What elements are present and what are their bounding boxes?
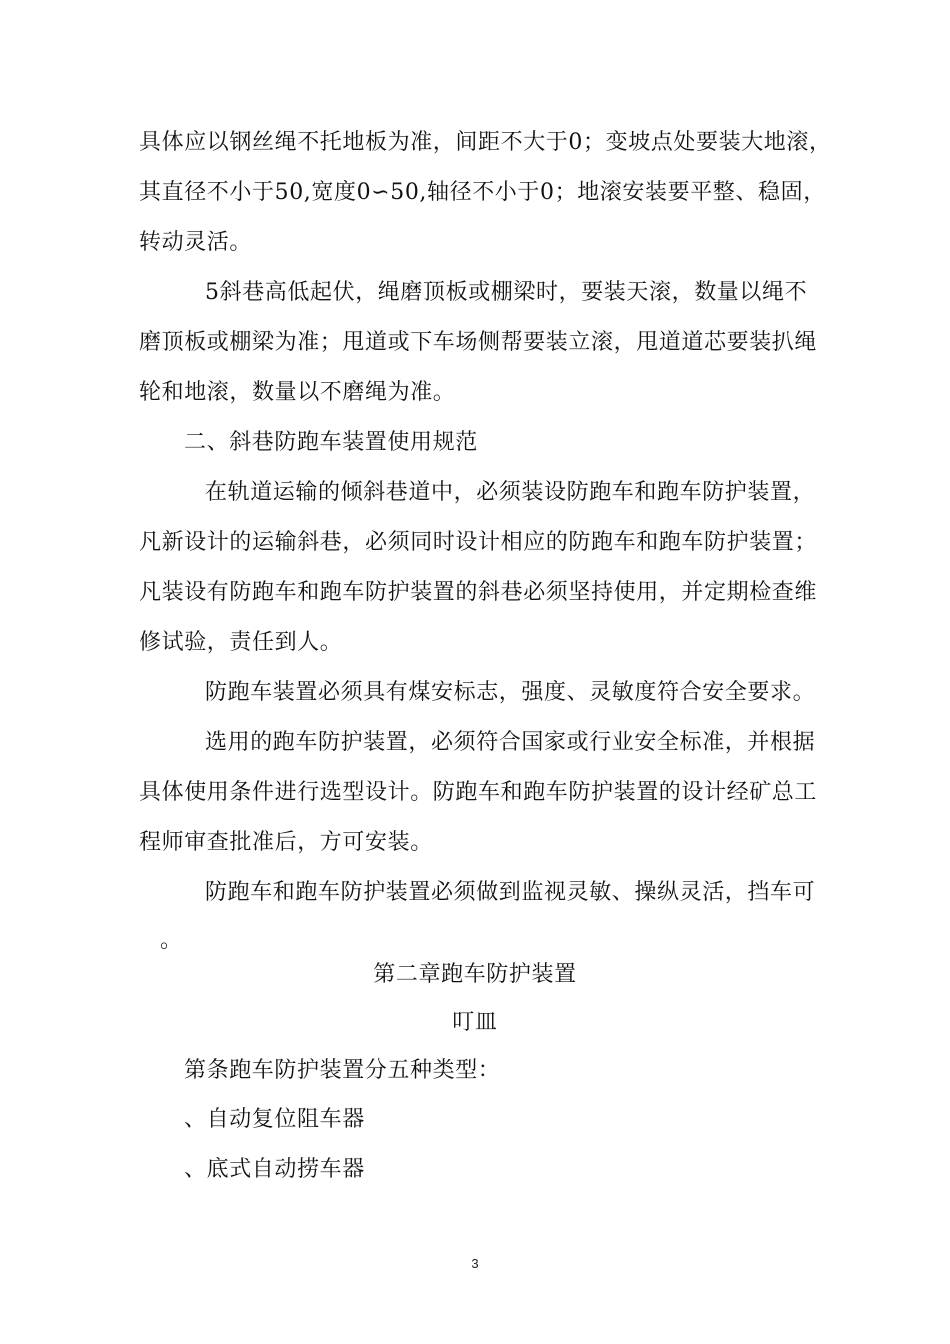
chapter-title: 第二章跑车防护装置 [373,962,577,987]
body-text-line: 其直径不小于50,宽度0∽50,轴径不小于0；地滚安装要平整、稳固， [139,180,826,205]
paragraph-first-line: 防跑车装置必须具有煤安标志，强度、灵敏度符合安全要求。 [205,680,816,705]
list-item: 、自动复位阻车器 [184,1107,365,1132]
body-text-line: 具体应以钢丝绳不托地板为准，间距不大于0；变坡点处要装大地滚， [139,130,832,155]
body-text-line: 凡新设计的运输斜巷，必须同时设计相应的防跑车和跑车防护装置； [139,530,818,555]
section-heading: 二、斜巷防跑车装置使用规范 [184,430,478,455]
list-item: 、底式自动捞车器 [184,1157,365,1182]
body-text-line: 转动灵活。 [139,230,253,255]
body-text-line: 修试验，责任到人。 [139,630,343,655]
body-text-line: 具体使用条件进行选型设计。防跑车和跑车防护装置的设计经矿总工 [139,780,818,805]
body-text-line: 磨顶板或棚梁为准；甩道或下车场侧帮要装立滚，甩道道芯要装扒绳 [139,330,818,355]
body-text-line: 程师审查批准后，方可安装。 [139,830,433,855]
paragraph-first-line: 5斜巷高低起伏，绳磨顶板或棚梁时，要装天滚，数量以绳不 [205,280,808,305]
article-text: 第条跑车防护装置分五种类型： [184,1058,501,1083]
chapter-subtitle: 叮皿 [452,1010,498,1035]
paragraph-first-line: 在轨道运输的倾斜巷道中，必须装设防跑车和跑车防护装置， [205,480,816,505]
paragraph-first-line: 防跑车和跑车防护装置必须做到监视灵敏、操纵灵活，挡车可 [205,880,816,905]
body-text-line: 。 [160,928,183,953]
body-text-line: 凡装设有防跑车和跑车防护装置的斜巷必须坚持使用，并定期检查维 [139,580,818,605]
page-number: 3 [471,1256,479,1271]
paragraph-first-line: 选用的跑车防护装置，必须符合国家或行业安全标准，并根据 [205,730,816,755]
body-text-line: 轮和地滚，数量以不磨绳为准。 [139,380,456,405]
